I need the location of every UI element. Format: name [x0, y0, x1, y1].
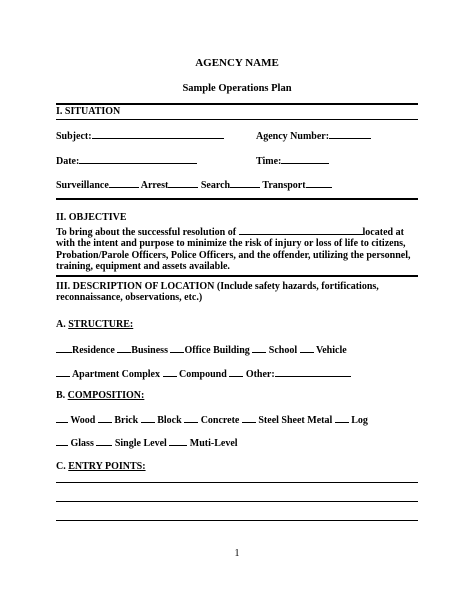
search-blank[interactable]: [230, 177, 260, 188]
objective-heading: II. OBJECTIVE: [56, 212, 127, 223]
residence-blank[interactable]: [56, 342, 72, 353]
brick-blank[interactable]: [98, 412, 112, 423]
steel-blank[interactable]: [242, 412, 256, 423]
entry-line[interactable]: [56, 520, 418, 521]
agency-name: AGENCY NAME: [195, 57, 279, 69]
apartment-blank[interactable]: [56, 366, 70, 377]
agency-number-blank[interactable]: [329, 128, 371, 139]
compound-label: Compound: [179, 369, 227, 380]
other-label: Other:: [245, 369, 275, 380]
entry-letter: C.: [56, 461, 69, 472]
structure-letter: A.: [56, 319, 69, 330]
situation-heading: I. SITUATION: [56, 106, 121, 117]
time-field[interactable]: [256, 153, 329, 168]
entry-line[interactable]: [56, 501, 418, 502]
subject-field[interactable]: [56, 128, 224, 143]
other-blank[interactable]: [229, 366, 243, 377]
section-rule: [56, 275, 418, 277]
vehicle-blank[interactable]: [300, 342, 314, 353]
residence-label: Residence: [72, 345, 115, 356]
wood-blank[interactable]: [56, 412, 68, 423]
agency-number-field[interactable]: [256, 128, 371, 143]
wood-label: Wood: [70, 415, 96, 426]
resolution-blank[interactable]: [239, 224, 363, 235]
log-blank[interactable]: [335, 412, 349, 423]
time-label: Time:: [256, 156, 282, 167]
vehicle-label: Vehicle: [315, 345, 347, 356]
brick-label: Brick: [114, 415, 139, 426]
composition-row-1: [56, 412, 368, 427]
entry-points-heading: [56, 460, 146, 473]
single-level-label: Single Level: [114, 438, 167, 449]
date-label: Date:: [56, 156, 80, 167]
section-rule: [56, 119, 418, 120]
subject-blank[interactable]: [92, 128, 224, 139]
entry-title: ENTRY POINTS:: [68, 461, 146, 472]
surveillance-blank[interactable]: [109, 177, 139, 188]
school-blank[interactable]: [252, 342, 266, 353]
objective-body: with the intent and purpose to minimize the risk of injury or loss of life to citizens, Probation/Parole Officers, Police Officers, and the offender, utilizing the personnel, training, equipment and assets available.: [56, 238, 411, 273]
compound-blank[interactable]: [163, 366, 177, 377]
located-at-text: located at: [362, 227, 404, 238]
office-building-label: Office Building: [184, 345, 250, 356]
date-blank[interactable]: [79, 153, 197, 164]
log-label: Log: [351, 415, 368, 426]
arrest-blank[interactable]: [168, 177, 198, 188]
section-rule: [56, 198, 418, 200]
surveillance-label: Surveillance: [56, 180, 109, 191]
glass-label: Glass: [70, 438, 94, 449]
business-label: Business: [131, 345, 168, 356]
structure-row-2: [56, 366, 351, 381]
agency-number-label: Agency Number:: [256, 131, 330, 142]
apartment-complex-label: Apartment Complex: [71, 369, 160, 380]
time-blank[interactable]: [281, 153, 329, 164]
location-heading: III. DESCRIPTION OF LOCATION (Include safety hazards, fortifications, reconnaissance, observations, etc.): [56, 281, 379, 304]
transport-blank[interactable]: [306, 177, 332, 188]
structure-heading: [56, 318, 133, 331]
block-blank[interactable]: [141, 412, 155, 423]
steel-label: Steel Sheet Metal: [258, 415, 333, 426]
search-label: Search: [200, 180, 231, 191]
objective-line1: To bring about the successful resolution of: [56, 227, 237, 238]
multi-level-blank[interactable]: [169, 435, 187, 446]
office-building-blank[interactable]: [170, 342, 184, 353]
composition-heading: [56, 389, 144, 402]
single-level-blank[interactable]: [96, 435, 112, 446]
other-specify-blank[interactable]: [275, 366, 351, 377]
business-blank[interactable]: [117, 342, 131, 353]
glass-blank[interactable]: [56, 435, 68, 446]
composition-title: COMPOSITION:: [67, 390, 145, 401]
transport-label: Transport: [262, 180, 306, 191]
structure-title: STRUCTURE:: [68, 319, 134, 330]
structure-row-1: [56, 342, 347, 357]
multi-level-label: Muti-Level: [189, 438, 238, 449]
objective-text: [56, 224, 418, 273]
concrete-blank[interactable]: [184, 412, 198, 423]
operation-type-row: [56, 177, 332, 192]
composition-letter: B.: [56, 390, 68, 401]
plan-title: Sample Operations Plan: [182, 83, 292, 94]
composition-row-2: [56, 435, 238, 450]
date-field[interactable]: [56, 153, 197, 168]
arrest-label: Arrest: [140, 180, 169, 191]
concrete-label: Concrete: [200, 415, 240, 426]
entry-line[interactable]: [56, 482, 418, 483]
school-label: School: [268, 345, 298, 356]
block-label: Block: [157, 415, 182, 426]
subject-label: Subject:: [56, 131, 92, 142]
page-number: 1: [234, 548, 240, 559]
